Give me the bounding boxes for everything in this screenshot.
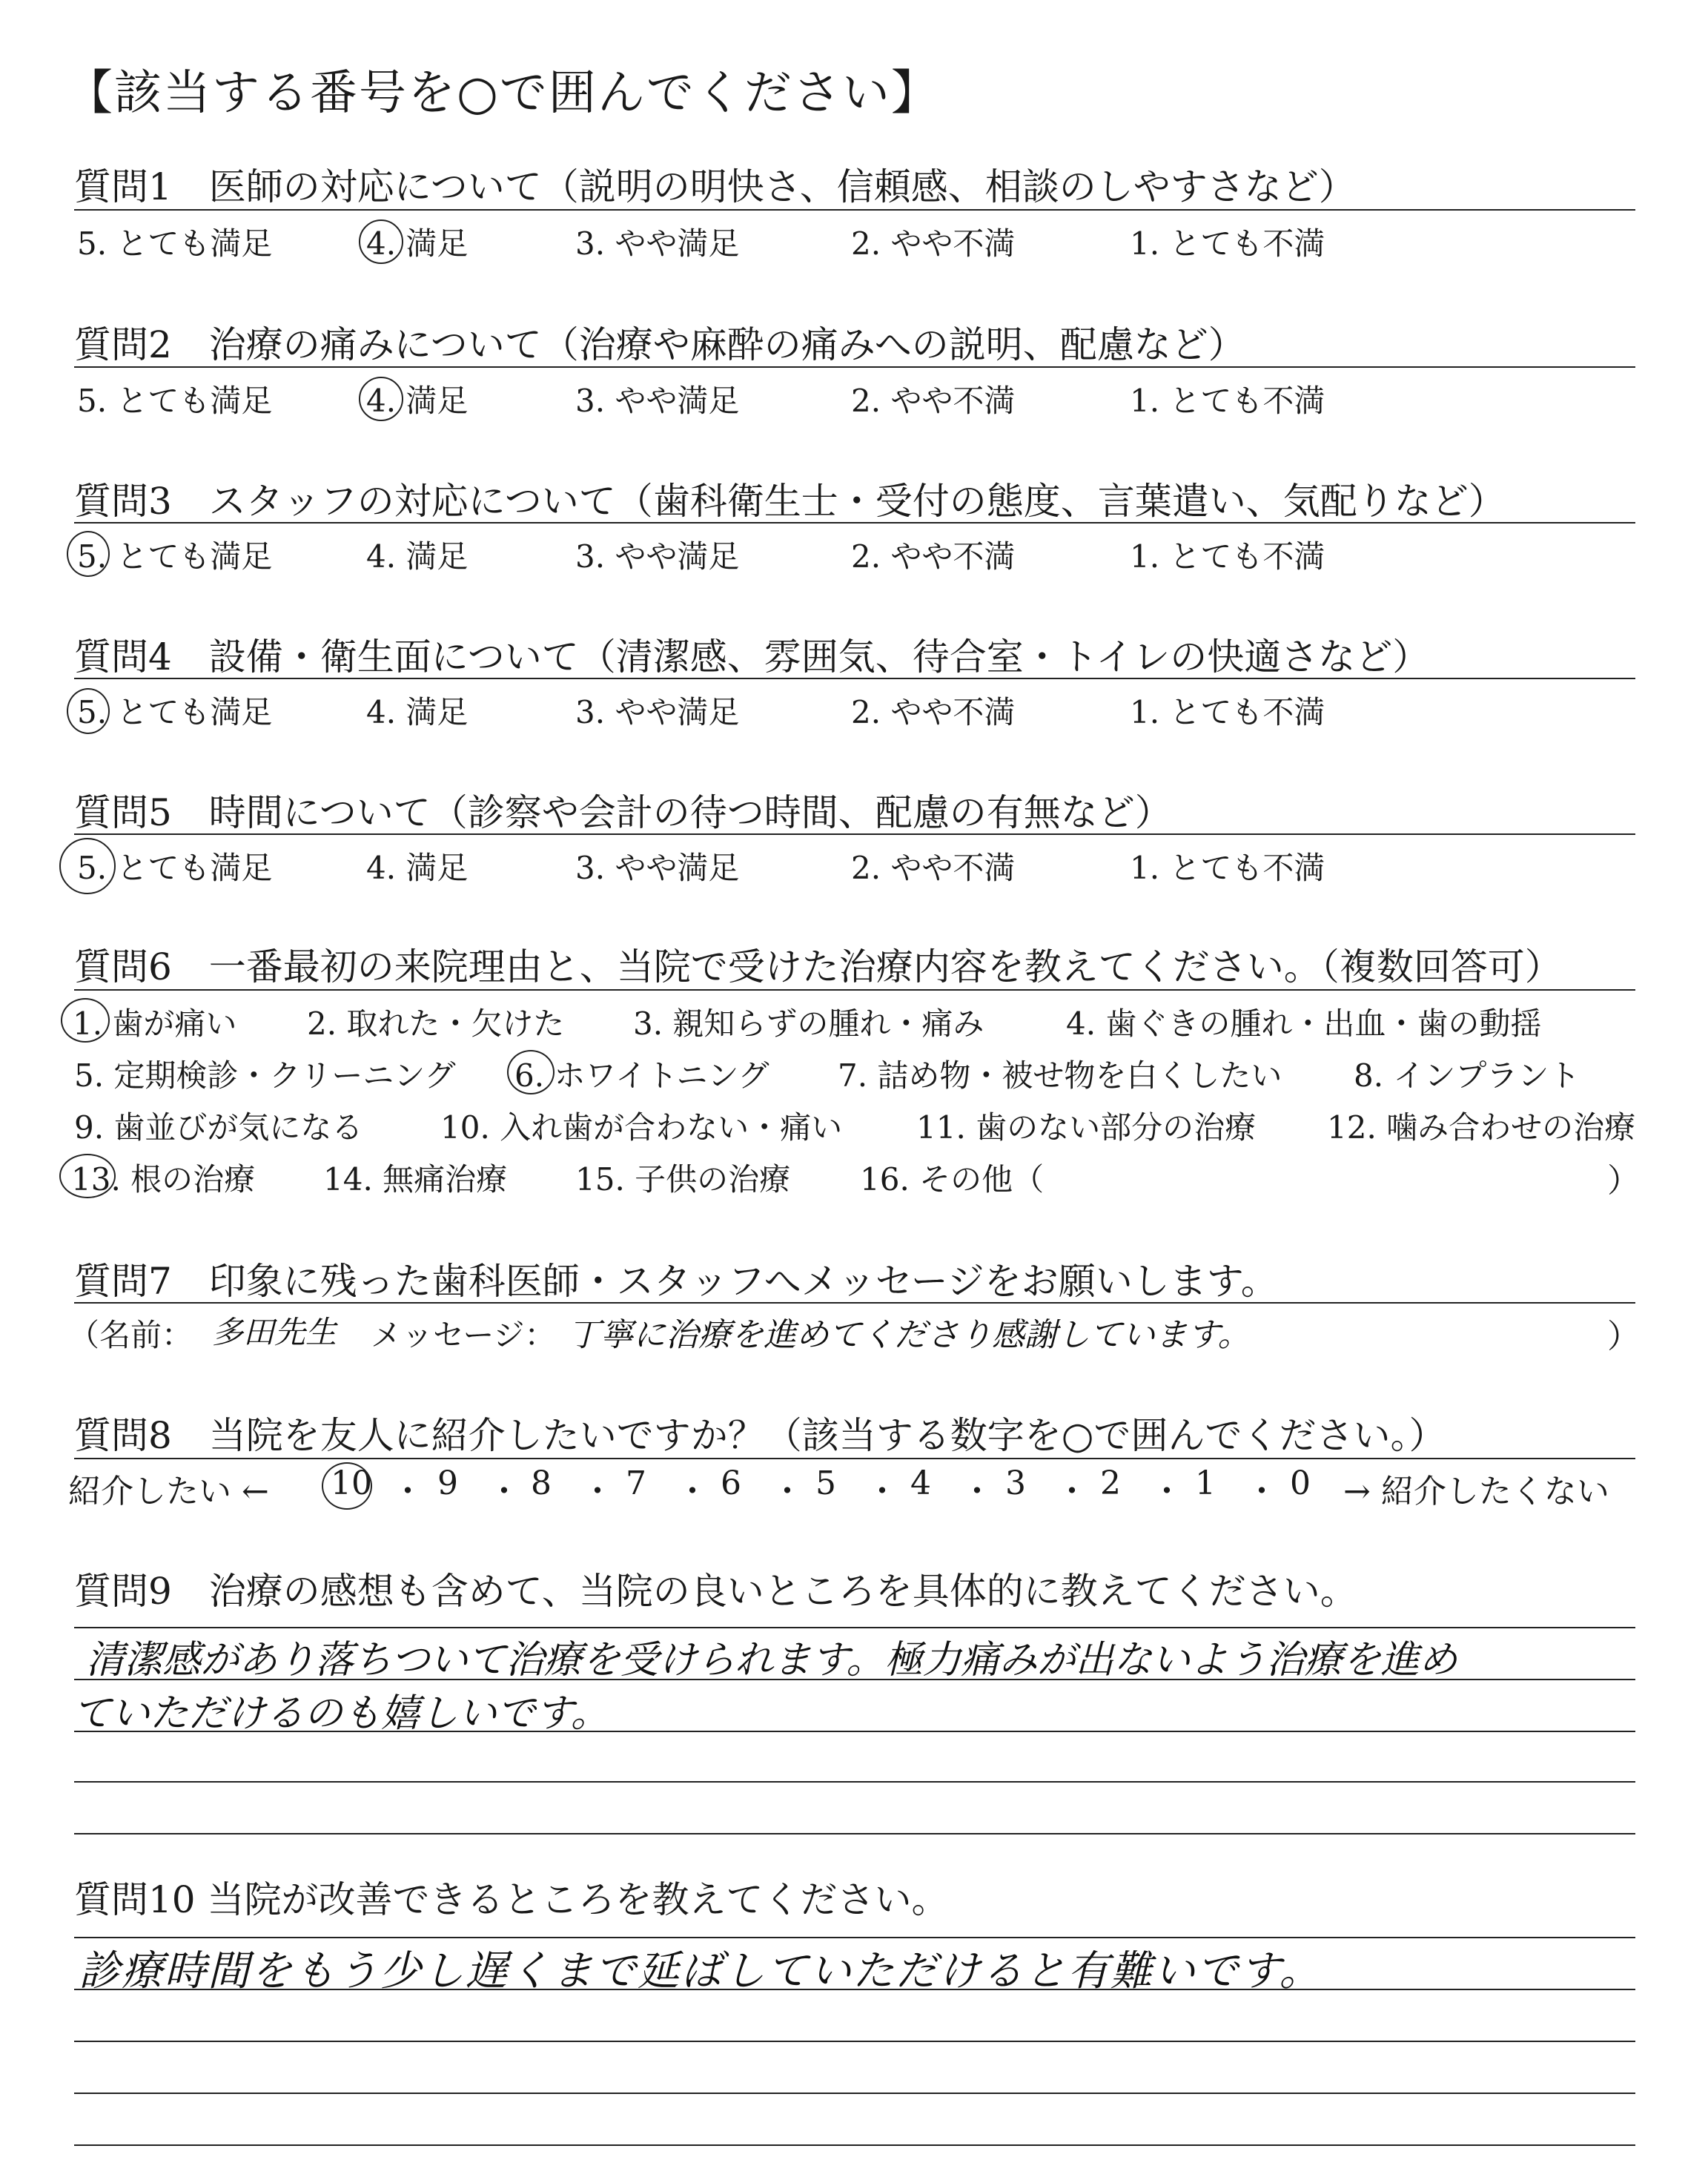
q8-score-9[interactable]: 9 [437,1464,458,1502]
q1-option-5[interactable]: 5. とても満足 [77,225,273,262]
q6-rule [74,989,1635,991]
q8-score-3[interactable]: 3 [1005,1464,1026,1502]
q8-heading: 質問8 当院を友人に紹介したいですか？（該当する数字を○で囲んでください。） [74,1414,1446,1457]
q7-rule [74,1302,1635,1304]
q8-scale [68,1464,1640,1509]
q10-line-3 [74,2041,1635,2042]
q8-score-2[interactable]: 2 [1100,1464,1121,1502]
q10-line-5 [74,2144,1635,2146]
q6-selection-circle-1 [61,998,110,1043]
q8-right-label: → 紹介したくない [1343,1473,1609,1510]
q9-line-5 [74,1833,1635,1834]
q3-option-2[interactable]: 2. やや不満 [851,538,1016,575]
q6-selection-circle-13 [59,1154,116,1198]
q4-option-5[interactable]: 5. とても満足 [77,694,273,730]
q10-line-4 [74,2093,1635,2094]
page-title: 【該当する番号を○で囲んでください】 [65,66,940,121]
q9-answer-line-2[interactable]: ていただけるのも嬉しいです。 [73,1691,609,1736]
q6-option-16[interactable]: 16. その他（ [860,1161,1045,1198]
q4-option-2[interactable]: 2. やや不満 [851,694,1016,730]
q4-option-4[interactable]: 4. 満足 [366,694,469,730]
q6-option-15[interactable]: 15. 子供の治療 [575,1161,791,1198]
q5-heading: 質問5 時間について（診察や会計の待つ時間、配慮の有無など） [74,791,1172,834]
q3-option-4[interactable]: 4. 満足 [366,538,469,575]
q7-heading: 質問7 印象に残った歯科医師・スタッフへメッセージをお願いします。 [74,1260,1278,1303]
q4-heading: 質問4 設備・衛生面について（清潔感、雰囲気、待合室・トイレの快適さなど） [74,635,1430,678]
q3-option-1[interactable]: 1. とても不満 [1130,538,1325,575]
q9-line-4 [74,1781,1635,1783]
q4-option-3[interactable]: 3. やや満足 [575,694,740,730]
q6-option-6[interactable]: 6. ホワイトニング [514,1057,769,1094]
q6-option-3[interactable]: 3. 親知らずの腫れ・痛み [633,1005,984,1042]
q6-option-8[interactable]: 8. インプラント [1354,1057,1580,1094]
q8-rule [74,1458,1635,1459]
q2-heading: 質問2 治療の痛みについて（治療や麻酔の痛みへの説明、配慮など） [74,323,1245,366]
q8-dot: ・ [866,1473,898,1510]
q4-rule [74,678,1635,679]
q8-score-6[interactable]: 6 [721,1464,741,1502]
q1-heading: 質問1 医師の対応について（説明の明快さ、信頼感、相談のしやすさなど） [74,165,1356,208]
q3-rule [74,522,1635,524]
q7-message-label: メッセージ： [371,1317,556,1353]
q7-name-label: （名前： [68,1317,193,1353]
q3-option-5[interactable]: 5. とても満足 [77,538,273,575]
q5-option-2[interactable]: 2. やや不満 [851,850,1016,886]
q4-option-1[interactable]: 1. とても不満 [1130,694,1325,730]
q6-option-10[interactable]: 10. 入れ歯が合わない・痛い [440,1109,843,1146]
q5-option-1[interactable]: 1. とても不満 [1130,850,1325,886]
q6-option-7[interactable]: 7. 詰め物・被せ物を白くしたい [838,1057,1282,1094]
q1-option-2[interactable]: 2. やや不満 [851,225,1016,262]
q8-dot: ・ [961,1473,993,1510]
q1-option-1[interactable]: 1. とても不満 [1130,225,1325,262]
q7-close-paren: ） [1607,1318,1640,1355]
q2-option-1[interactable]: 1. とても不満 [1130,383,1325,419]
q3-heading: 質問3 スタッフの対応について（歯科衛生士・受付の態度、言葉遣い、気配りなど） [74,480,1506,523]
q8-dot: ・ [676,1473,709,1510]
q4-selection-circle [67,688,110,734]
q6-close-paren: ） [1607,1162,1640,1200]
q8-score-4[interactable]: 4 [910,1464,931,1502]
q2-option-2[interactable]: 2. やや不満 [851,383,1016,419]
q2-option-4[interactable]: 4. 満足 [366,383,469,419]
q9-heading: 質問9 治療の感想も含めて、当院の良いところを具体的に教えてください。 [74,1570,1357,1613]
q6-option-2[interactable]: 2. 取れた・欠けた [307,1005,565,1042]
q6-option-9[interactable]: 9. 歯並びが気になる [74,1109,363,1146]
q6-option-1[interactable]: 1. 歯が痛い [73,1005,237,1042]
q8-selection-circle [322,1462,372,1510]
q1-selection-circle [359,219,403,264]
q1-rule [74,209,1635,211]
q8-dot: ・ [771,1473,804,1510]
q8-score-1[interactable]: 1 [1195,1464,1216,1502]
q6-selection-circle-6 [507,1050,555,1094]
q10-heading: 質問10 当院が改善できるところを教えてください。 [74,1878,949,1921]
q8-dot: ・ [391,1473,424,1510]
q5-selection-circle [59,838,116,894]
q8-dot: ・ [1151,1473,1183,1510]
q6-option-14[interactable]: 14. 無痛治療 [323,1161,508,1198]
q8-dot: ・ [581,1473,614,1510]
q6-option-12[interactable]: 12. 噛み合わせの治療 [1327,1109,1636,1146]
q5-option-5[interactable]: 5. とても満足 [77,850,273,886]
q5-option-4[interactable]: 4. 満足 [366,850,469,886]
q5-option-3[interactable]: 3. やや満足 [575,850,740,886]
q6-heading: 質問6 一番最初の来院理由と、当院で受けた治療内容を教えてください。（複数回答可） [74,945,1562,988]
q6-option-4[interactable]: 4. 歯ぐきの腫れ・出血・歯の動揺 [1066,1005,1542,1042]
q2-rule [74,366,1635,368]
q8-score-10[interactable]: 10 [331,1464,372,1502]
q8-score-0[interactable]: 0 [1290,1464,1311,1502]
q7-message-value[interactable]: 丁寧に治療を進めてくださり感謝しています。 [568,1316,1251,1354]
q3-selection-circle [67,531,110,577]
q6-option-13[interactable]: 13. 根の治療 [71,1161,256,1198]
q9-answer-line-1[interactable]: 清潔感があり落ちついて治療を受けられます。極力痛みが出ないよう治療を進め [86,1638,1457,1682]
q10-answer-line-1[interactable]: 診療時間をもう少し遅くまで延ばしていただけると有難いです。 [79,1947,1323,1995]
q3-option-3[interactable]: 3. やや満足 [575,538,740,575]
q6-option-11[interactable]: 11. 歯のない部分の治療 [916,1109,1257,1146]
q8-left-label: 紹介したい ← [68,1473,269,1510]
q8-dot: ・ [488,1473,520,1510]
q6-option-5[interactable]: 5. 定期検診・クリーニング [74,1057,456,1094]
q8-score-7[interactable]: 7 [626,1464,646,1502]
q8-dot: ・ [1245,1473,1278,1510]
q8-score-5[interactable]: 5 [815,1464,836,1502]
q2-selection-circle [359,377,403,421]
q1-option-4[interactable]: 4. 満足 [366,225,469,262]
q5-rule [74,833,1635,835]
q1-option-3[interactable]: 3. やや満足 [575,225,740,262]
q8-dot: ・ [1056,1473,1088,1510]
q2-option-3[interactable]: 3. やや満足 [575,383,740,419]
q8-score-8[interactable]: 8 [531,1464,552,1502]
q7-name-value[interactable]: 多田先生 [212,1314,337,1350]
q2-option-5[interactable]: 5. とても満足 [77,383,273,419]
